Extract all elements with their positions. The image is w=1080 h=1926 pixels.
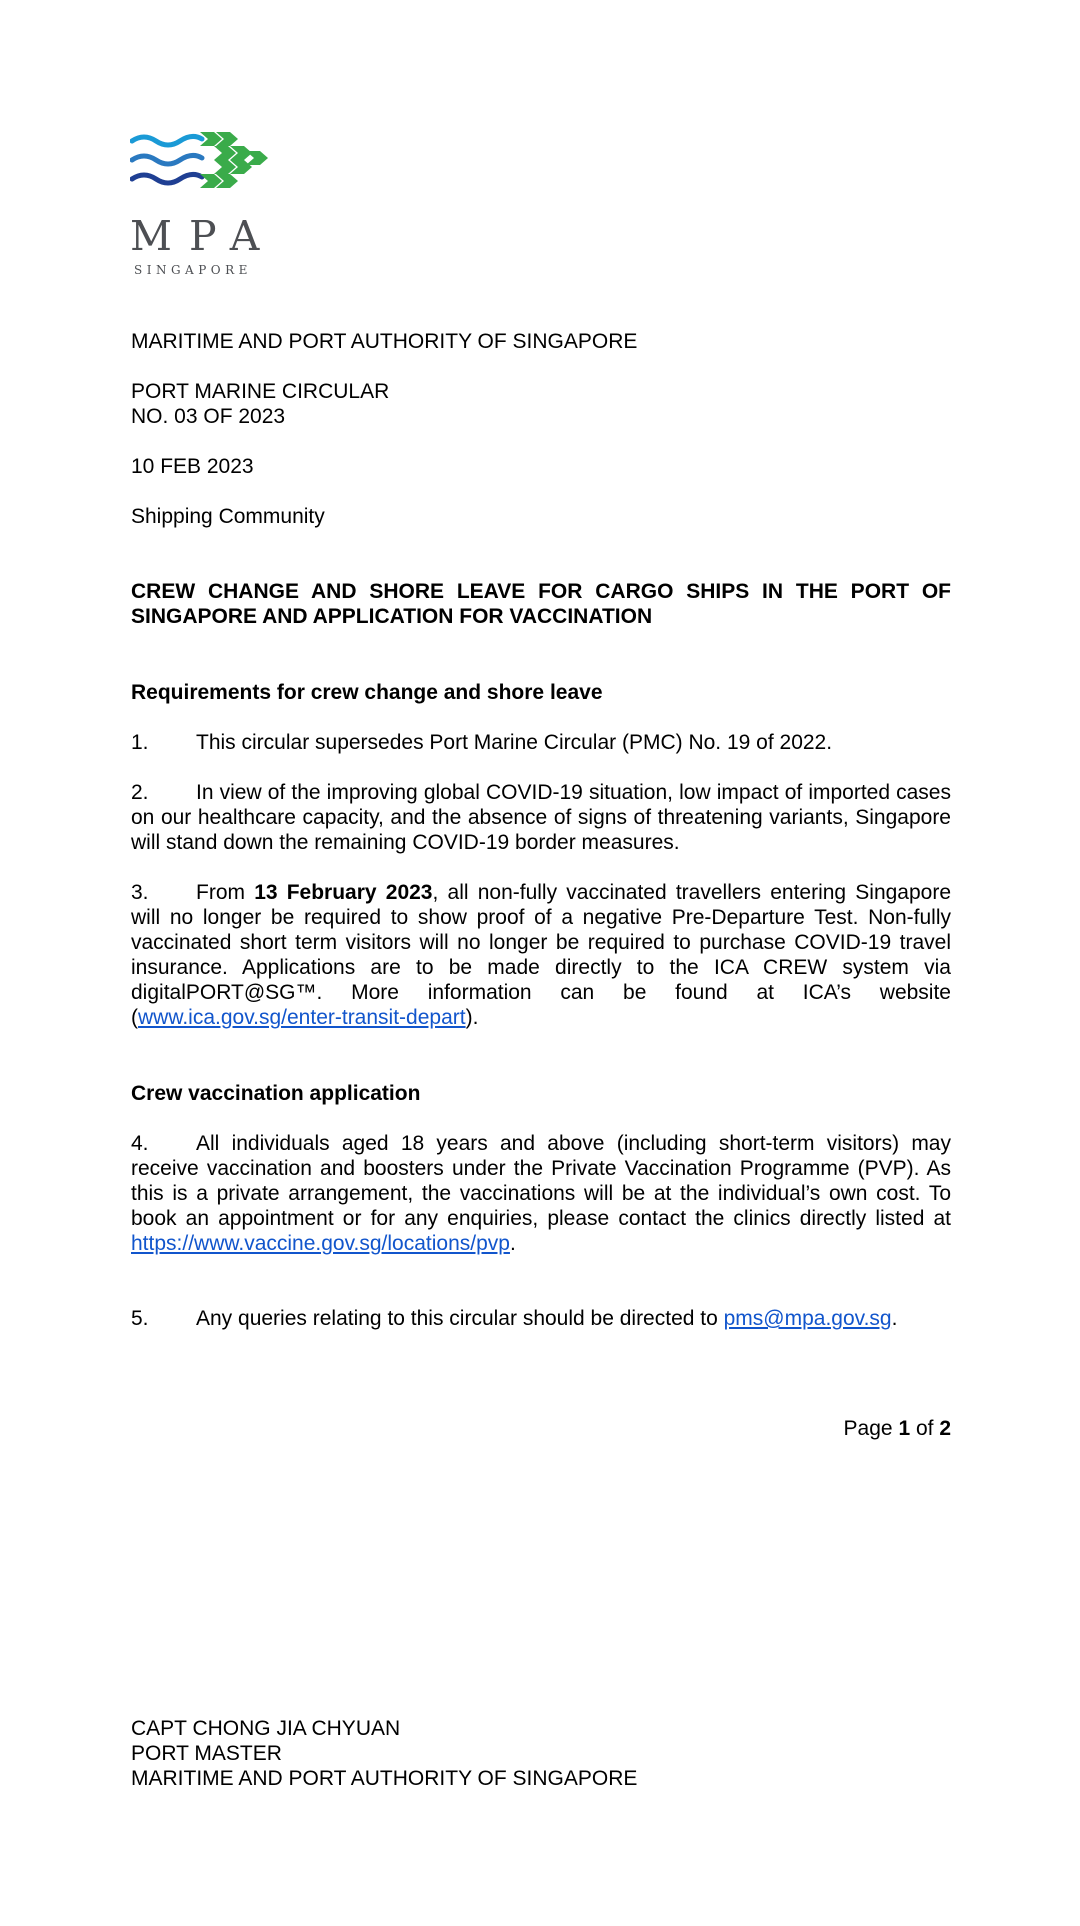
page-of: of: [910, 1417, 940, 1440]
paragraph-number: 3.: [131, 881, 149, 904]
signatory-organisation: MARITIME AND PORT AUTHORITY OF SINGAPORE: [131, 1767, 638, 1790]
wave-arrow-icon: [130, 128, 280, 198]
email-link[interactable]: pms@mpa.gov.sg: [723, 1307, 892, 1330]
paragraph-text: , all non-fully vaccinated travellers entering Singapore will no longer be required to show proof of a negative Pre-Departure Test. Non-fully vaccinated short term visitors will no longer be required to purchase COVID-19 travel insurance. Applications are to be made directly to the ICA CREW system via digitalPORT@SG™. More information can be found at ICA’s website (: [131, 881, 952, 1029]
paragraph-number: 1.: [131, 731, 149, 754]
paragraph-text: This circular supersedes Port Marine Circular (PMC) No. 19 of 2022.: [196, 731, 833, 754]
mpa-logo: [130, 128, 280, 280]
addressee: Shipping Community: [131, 505, 325, 528]
circular-title: CREW CHANGE AND SHORE LEAVE FOR CARGO SHIPS IN THE PORT OF SINGAPORE AND APPLICATION FOR VACCINATION: [131, 580, 951, 628]
section-heading-requirements: Requirements for crew change and shore leave: [131, 681, 603, 704]
circular-number: NO. 03 OF 2023: [131, 405, 286, 428]
paragraph-number: 4.: [131, 1132, 149, 1155]
paragraph-text-post: .: [891, 1307, 898, 1330]
circular-type: PORT MARINE CIRCULAR: [131, 380, 390, 403]
paragraph-3: [131, 880, 951, 1030]
paragraph-2: [131, 780, 951, 855]
paragraph-4: [131, 1131, 951, 1256]
paragraph-1: [131, 730, 951, 755]
section-heading-vaccination: Crew vaccination application: [131, 1082, 421, 1105]
vaccine-pvp-link[interactable]: https://www.vaccine.gov.sg/locations/pvp: [131, 1232, 510, 1255]
page-total: 2: [939, 1417, 951, 1440]
paragraph-number: 2.: [131, 781, 149, 804]
logo-subtitle: SINGAPORE: [134, 263, 252, 277]
paragraph-text-post: .: [509, 1232, 516, 1255]
paragraph-text: All individuals aged 18 years and above (including short-term visitors) may receive vaccination and boosters under the Private Vaccination Programme (PVP). As this is a private arrangement, the vaccinations will be at the individual’s own cost. To book an appointment or for any enquiries, please contact the clinics directly listed at: [131, 1132, 951, 1230]
signatory-name: CAPT CHONG JIA CHYUAN: [131, 1717, 401, 1740]
paragraph-text: In view of the improving global COVID-19 situation, low impact of imported cases on our healthcare capacity, and the absence of signs of threatening variants, Singapore will stand down the remaining COVID-19 border measures.: [131, 781, 951, 854]
page-label: Page: [843, 1417, 899, 1440]
logo-acronym: MPA: [130, 212, 277, 260]
paragraph-text-post: ).: [465, 1006, 479, 1029]
paragraph-text-pre: From: [196, 881, 255, 904]
paragraph-5: [131, 1306, 951, 1331]
paragraph-number: 5.: [131, 1307, 149, 1330]
circular-date: 10 FEB 2023: [131, 455, 254, 478]
page-indicator: [844, 1416, 951, 1441]
paragraph-text: Any queries relating to this circular should be directed to: [196, 1307, 724, 1330]
effective-date: 13 February 2023: [254, 881, 433, 904]
ica-website-link[interactable]: www.ica.gov.sg/enter-transit-depart: [138, 1006, 466, 1029]
page-current: 1: [898, 1417, 911, 1440]
authority-name: MARITIME AND PORT AUTHORITY OF SINGAPORE: [131, 330, 638, 353]
signatory-position: PORT MASTER: [131, 1742, 282, 1765]
